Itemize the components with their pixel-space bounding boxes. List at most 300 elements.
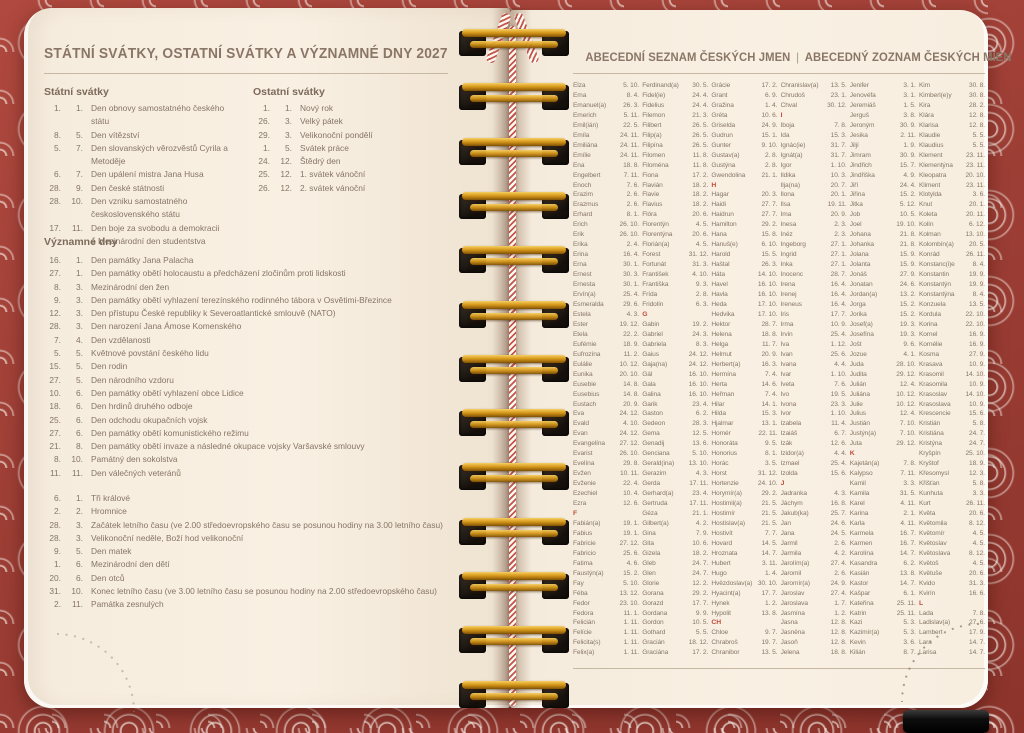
- letter-header: K: [849, 450, 855, 458]
- name-label: Evelína: [573, 460, 595, 468]
- holiday-row: [44, 492, 452, 505]
- name-label: Chranislav(a): [780, 82, 819, 89]
- name-row: [573, 400, 639, 410]
- name-date: 10. 9.: [969, 360, 985, 368]
- holiday-month: 2.: [76, 506, 83, 517]
- name-date: 2. 3.: [834, 221, 847, 229]
- name-row: [919, 340, 985, 350]
- name-date: 23. 10.: [619, 599, 639, 607]
- name-date: 21. 5.: [761, 509, 778, 517]
- name-label: Křišťan: [918, 480, 940, 488]
- letter-header: G: [642, 310, 648, 318]
- name-date: 18. 2.: [692, 201, 709, 209]
- name-date: 2. 6.: [626, 201, 639, 209]
- name-label: Genadij: [642, 440, 665, 448]
- name-date: 10. 9.: [969, 400, 985, 408]
- name-row: [919, 559, 985, 569]
- name-date: 23. 1.: [830, 91, 847, 99]
- holiday-row: [44, 453, 452, 466]
- name-row: [711, 449, 777, 459]
- name-row: [781, 409, 847, 419]
- name-label: Ema: [573, 91, 587, 99]
- name-row: [781, 101, 847, 111]
- name-date: 19. 5.: [830, 390, 847, 398]
- name-row: [642, 210, 708, 220]
- name-label: Hugo: [711, 569, 727, 577]
- name-date: 4. 11.: [900, 519, 916, 527]
- name-row: [919, 429, 985, 439]
- name-row: [919, 449, 985, 459]
- name-date: 12. 4.: [899, 410, 916, 418]
- holiday-day: 26.: [258, 182, 270, 193]
- name-date: 30. 8.: [969, 91, 985, 99]
- holiday-month: 1.: [76, 268, 83, 279]
- name-date: 16. 10.: [688, 380, 709, 388]
- name-row: [781, 360, 847, 370]
- state-holidays-heading: Státní svátky: [44, 86, 109, 98]
- binding-wire-top: [462, 626, 566, 634]
- name-row: [850, 141, 916, 151]
- name-label: Joel: [849, 221, 862, 229]
- name-row: [573, 419, 639, 429]
- name-date: 8. 1.: [626, 211, 639, 219]
- holiday-month: 3.: [76, 281, 83, 292]
- name-row: [850, 579, 916, 589]
- name-label: Kasandra: [849, 559, 878, 567]
- name-date: 7. 6.: [626, 181, 639, 189]
- name-row: [642, 499, 708, 509]
- name-label: Jindřiška: [849, 171, 875, 179]
- name-label: Jolanta: [849, 261, 871, 269]
- name-row: [642, 81, 708, 91]
- name-label: Glen: [642, 569, 656, 577]
- name-row: [850, 91, 916, 101]
- binding-ring: [459, 28, 569, 58]
- name-row: [850, 499, 916, 509]
- name-date: 5. 12.: [899, 201, 916, 209]
- name-label: Irvin: [780, 330, 793, 338]
- state-holidays-list: [44, 102, 244, 248]
- name-row: [781, 579, 847, 589]
- name-row: [642, 409, 708, 419]
- holiday-label: Svátek práce: [300, 142, 349, 153]
- name-date: 10. 9.: [969, 380, 985, 388]
- name-label: Inesa: [780, 221, 797, 229]
- name-row: [573, 529, 639, 539]
- name-date: 30. 9.: [899, 121, 916, 129]
- name-label: Kosma: [918, 350, 939, 358]
- name-label: Klarisa: [918, 121, 939, 129]
- name-label: Kalypso: [849, 470, 873, 478]
- name-date: 5. 5.: [972, 141, 985, 149]
- name-row: [642, 171, 708, 181]
- name-date: 27. 6.: [969, 619, 985, 627]
- name-date: 31. 12.: [688, 251, 709, 259]
- holiday-day: 1.: [263, 103, 270, 113]
- name-date: 21. 5.: [761, 519, 778, 527]
- holiday-label: Den národního vzdoru: [91, 374, 174, 385]
- name-label: Flavián: [642, 181, 663, 189]
- name-date: 15. 2.: [623, 569, 639, 577]
- name-label: Iva: [780, 340, 790, 348]
- name-label: Chrabroš: [711, 639, 738, 647]
- name-date: 30. 9.: [899, 151, 916, 159]
- name-date: 1. 12.: [830, 340, 847, 348]
- name-row: [850, 151, 916, 161]
- name-date: 2. 6.: [834, 539, 847, 547]
- name-row: [642, 161, 708, 171]
- name-date: 16. 8.: [830, 500, 847, 508]
- name-label: Eulálie: [573, 360, 593, 368]
- name-label: Horác: [711, 460, 729, 468]
- name-row: [642, 469, 708, 479]
- name-row: [642, 618, 708, 628]
- name-label: Ernest: [573, 271, 592, 279]
- name-date: 17. 10.: [757, 300, 778, 308]
- name-row: [573, 131, 639, 141]
- holiday-day: 27.: [49, 374, 61, 385]
- name-label: Erna: [573, 261, 587, 269]
- name-label: Emil(ián): [573, 121, 599, 129]
- name-row: [573, 190, 639, 200]
- name-row: [919, 240, 985, 250]
- name-row: [573, 479, 639, 489]
- name-row: [642, 559, 708, 569]
- name-row: [781, 280, 847, 290]
- binding-ring: [459, 300, 569, 330]
- holiday-row: [44, 222, 244, 235]
- name-label: Chrudoš: [780, 91, 805, 99]
- name-row: [711, 190, 777, 200]
- name-label: Konstanc(i)e: [918, 261, 955, 269]
- name-row: [850, 439, 916, 449]
- name-row: [711, 400, 777, 410]
- name-date: 8. 4.: [972, 291, 985, 299]
- name-row: [642, 479, 708, 489]
- name-label: Jiří: [849, 181, 859, 189]
- holiday-row: [44, 294, 452, 307]
- name-row: [781, 350, 847, 360]
- name-date: 13. 8.: [899, 569, 916, 577]
- name-row: [781, 628, 847, 638]
- name-row: [850, 81, 916, 91]
- holiday-day: 9.: [54, 546, 61, 557]
- name-row: [919, 330, 985, 340]
- name-label: Ivana: [780, 360, 797, 368]
- binding-wire-top: [462, 83, 566, 91]
- holiday-day: 6.: [54, 169, 61, 180]
- name-label: Helmut: [711, 350, 732, 358]
- name-label: Hynek: [711, 599, 730, 607]
- name-label: Izabela: [780, 420, 802, 428]
- name-label: Gaius: [642, 350, 659, 358]
- holiday-row: [253, 129, 443, 142]
- name-row: [711, 499, 777, 509]
- name-label: Elza: [573, 82, 586, 89]
- name-label: Homér: [711, 430, 731, 438]
- name-date: 14. 10.: [965, 370, 985, 378]
- name-row: [642, 230, 708, 240]
- binding-wire-bottom: [470, 638, 558, 645]
- holiday-label: Den vzdělanosti: [91, 334, 151, 345]
- holiday-day: 8.: [54, 281, 61, 292]
- name-row: [781, 270, 847, 280]
- name-date: 9. 10.: [761, 141, 778, 149]
- name-date: 18. 2.: [692, 191, 709, 199]
- name-date: 19. 9.: [969, 271, 985, 279]
- letter-header: CH: [711, 619, 722, 627]
- name-label: Krasoslava: [918, 400, 951, 408]
- name-label: Hypolit: [711, 609, 731, 617]
- name-label: Kolman: [918, 231, 941, 239]
- holiday-day: 20.: [49, 572, 61, 583]
- name-date: 11. 8.: [692, 151, 709, 159]
- name-date: 4. 2.: [834, 549, 847, 557]
- name-label: Kornélie: [918, 340, 943, 348]
- name-row: [573, 539, 639, 549]
- name-row: [919, 181, 985, 191]
- name-label: Koleta: [918, 211, 938, 219]
- name-date: 15. 6.: [969, 410, 985, 418]
- name-date: 30. 5.: [692, 82, 709, 89]
- name-date: 2. 3.: [834, 231, 847, 239]
- holiday-day: 18.: [49, 401, 61, 412]
- holiday-day: 9.: [54, 294, 61, 305]
- name-row: [573, 91, 639, 101]
- name-row: [850, 509, 916, 519]
- name-row: [850, 290, 916, 300]
- name-label: Garik: [642, 400, 658, 408]
- name-row: [642, 340, 708, 350]
- name-date: 23. 11.: [965, 181, 985, 189]
- name-date: 16. 10.: [757, 281, 778, 289]
- name-row: [711, 101, 777, 111]
- name-label: Hanuš(e): [711, 241, 738, 249]
- name-label: Emiliána: [573, 141, 598, 149]
- name-row: [781, 489, 847, 499]
- binding-wire-bottom: [470, 41, 558, 48]
- name-row: [711, 91, 777, 101]
- name-label: Johana: [849, 231, 871, 239]
- name-date: 3. 1.: [903, 82, 916, 89]
- holiday-label: Květnové povstání českého lidu: [91, 348, 209, 359]
- holiday-label: Den památky obětí vyhlazení obce Lidice: [91, 387, 244, 398]
- name-date: 26. 10.: [619, 221, 639, 229]
- name-row: [642, 131, 708, 141]
- name-label: Erik: [573, 231, 584, 239]
- name-label: Hovard: [711, 539, 733, 547]
- holiday-month: 12.: [280, 169, 292, 180]
- holiday-day: 26.: [258, 116, 270, 127]
- name-label: Fortunát: [642, 261, 666, 269]
- name-label: Jiljí: [849, 141, 859, 149]
- name-label: Kryšpín: [918, 450, 941, 458]
- binding-wire-top: [462, 572, 566, 580]
- name-row: [781, 648, 847, 658]
- name-date: 7. 10.: [899, 420, 916, 428]
- holiday-label: Nový rok: [300, 103, 334, 113]
- holiday-row: [44, 427, 452, 440]
- name-date: 3. 6.: [972, 191, 985, 199]
- holiday-label: Den boje za svobodu a demokracii: [91, 222, 220, 233]
- name-label: Jaroslava: [780, 599, 808, 607]
- name-label: Fiona: [642, 171, 659, 179]
- name-row: [919, 171, 985, 181]
- name-row: [850, 250, 916, 260]
- name-date: 20. 11.: [965, 211, 985, 219]
- holiday-row: [44, 281, 452, 294]
- holiday-label: 2. svátek vánoční: [300, 182, 366, 193]
- name-row: [781, 449, 847, 459]
- name-label: Ivona: [780, 400, 797, 408]
- name-date: 15. 1.: [761, 131, 778, 139]
- name-row: [919, 111, 985, 121]
- name-row: [711, 141, 777, 151]
- name-row: [642, 628, 708, 638]
- name-label: Hostimír: [711, 509, 736, 517]
- name-date: 29. 2.: [761, 221, 778, 229]
- holiday-label: Den památky Jana Palacha: [91, 255, 194, 265]
- name-row: [781, 370, 847, 380]
- name-row: [781, 320, 847, 330]
- name-label: Jasoň: [780, 639, 798, 647]
- name-date: 10. 3.: [830, 171, 847, 179]
- name-row: [781, 121, 847, 131]
- name-row: [781, 300, 847, 310]
- name-row: [711, 350, 777, 360]
- holiday-day: 24.: [258, 156, 270, 167]
- holiday-label: Den odchodu okupačních vojsk: [91, 414, 208, 425]
- name-date: 20. 9.: [623, 400, 639, 408]
- name-label: Krescencie: [918, 410, 951, 418]
- name-row: [711, 290, 777, 300]
- name-label: Izaiáš: [780, 430, 798, 438]
- name-date: 10. 4.: [623, 490, 639, 498]
- name-label: Fabricio: [573, 549, 596, 557]
- name-date: 3. 3.: [972, 490, 985, 498]
- holiday-month: 3.: [76, 532, 83, 543]
- name-date: 20. 3.: [761, 191, 778, 199]
- name-row: [711, 489, 777, 499]
- name-row: [642, 91, 708, 101]
- name-row: [711, 569, 777, 579]
- name-label: Gerhard(a): [642, 490, 674, 498]
- name-row: [781, 638, 847, 648]
- name-label: Haštal: [711, 261, 730, 269]
- name-label: Fridolín: [642, 300, 664, 308]
- name-row: [919, 609, 985, 619]
- holiday-label: Velikonoční neděle, Boží hod velikonoční: [91, 532, 244, 543]
- name-label: Gleb: [642, 559, 656, 567]
- name-date: 23. 4.: [692, 490, 709, 498]
- name-date: 13. 10.: [965, 231, 985, 239]
- name-label: Kamil: [849, 480, 866, 488]
- name-date: 1. 9.: [903, 141, 916, 149]
- name-row: [573, 101, 639, 111]
- name-date: 11. 1.: [623, 609, 639, 617]
- name-label: Jelena: [780, 649, 800, 657]
- name-date: 10. 5.: [899, 211, 916, 219]
- name-label: Fidelius: [642, 101, 665, 109]
- name-label: Helena: [711, 330, 732, 338]
- name-label: Jorga: [849, 300, 866, 308]
- binding-wire-top: [462, 192, 566, 200]
- name-label: Gabriela: [642, 340, 667, 348]
- name-label: Géza: [642, 509, 658, 517]
- holiday-month: 1.: [76, 493, 83, 503]
- name-date: 6. 2.: [903, 559, 916, 567]
- name-label: Lada: [918, 609, 934, 617]
- name-row: [850, 469, 916, 479]
- name-row: [850, 599, 916, 609]
- name-row: [642, 638, 708, 648]
- name-label: Konstantýna: [918, 291, 955, 299]
- name-row: [919, 469, 985, 479]
- holiday-month: 1.: [76, 103, 83, 113]
- name-date: 14. 8.: [623, 380, 639, 388]
- holiday-row: [44, 598, 452, 611]
- name-row: [573, 628, 639, 638]
- name-row: [573, 250, 639, 260]
- holiday-day: 7.: [54, 334, 61, 345]
- name-date: 24. 12.: [619, 410, 639, 418]
- holiday-day: 16.: [49, 255, 61, 265]
- holiday-label: Den upálení mistra Jana Husa: [91, 169, 204, 180]
- name-row: [781, 230, 847, 240]
- name-label: Klára: [918, 111, 934, 119]
- name-date: 16. 4.: [830, 300, 847, 308]
- binding-wire-bottom: [470, 693, 558, 700]
- name-row: [573, 161, 639, 171]
- name-date: 19. 10.: [896, 221, 916, 229]
- letter-header: F: [573, 509, 578, 517]
- holiday-label: Památný den sokolstva: [91, 454, 178, 465]
- name-label: Jasněna: [780, 629, 805, 637]
- names-column: [711, 81, 777, 661]
- name-date: 12. 8.: [830, 639, 847, 647]
- name-date: 12. 6.: [623, 500, 639, 508]
- name-row: [919, 161, 985, 171]
- name-label: Gordana: [642, 609, 668, 617]
- name-label: Faustýn(a): [573, 569, 604, 577]
- name-row: [711, 609, 777, 619]
- name-row: [919, 439, 985, 449]
- name-row: [850, 350, 916, 360]
- name-row: [781, 569, 847, 579]
- holiday-row: [44, 320, 452, 333]
- holiday-label: Den matek: [91, 546, 132, 557]
- name-label: Herbert(a): [711, 360, 741, 368]
- name-row: [573, 360, 639, 370]
- name-row: [919, 579, 985, 589]
- name-label: Gerazim: [642, 470, 667, 478]
- name-date: 5. 10.: [623, 82, 639, 89]
- name-row: [919, 350, 985, 360]
- name-label: Kimberl(e)y: [918, 91, 952, 99]
- name-row: [850, 260, 916, 270]
- name-date: 16. 10.: [757, 291, 778, 299]
- name-row: [711, 479, 777, 489]
- holiday-month: 3.: [285, 116, 292, 127]
- name-date: 18. 9.: [623, 340, 639, 348]
- name-label: Ivor: [780, 410, 792, 418]
- name-label: Kevin: [849, 639, 866, 647]
- right-page: [510, 10, 1012, 708]
- holiday-month: 3.: [76, 519, 83, 530]
- name-label: Gudrun: [711, 131, 733, 139]
- holiday-row: [44, 267, 452, 280]
- name-date: 4. 5.: [972, 529, 985, 537]
